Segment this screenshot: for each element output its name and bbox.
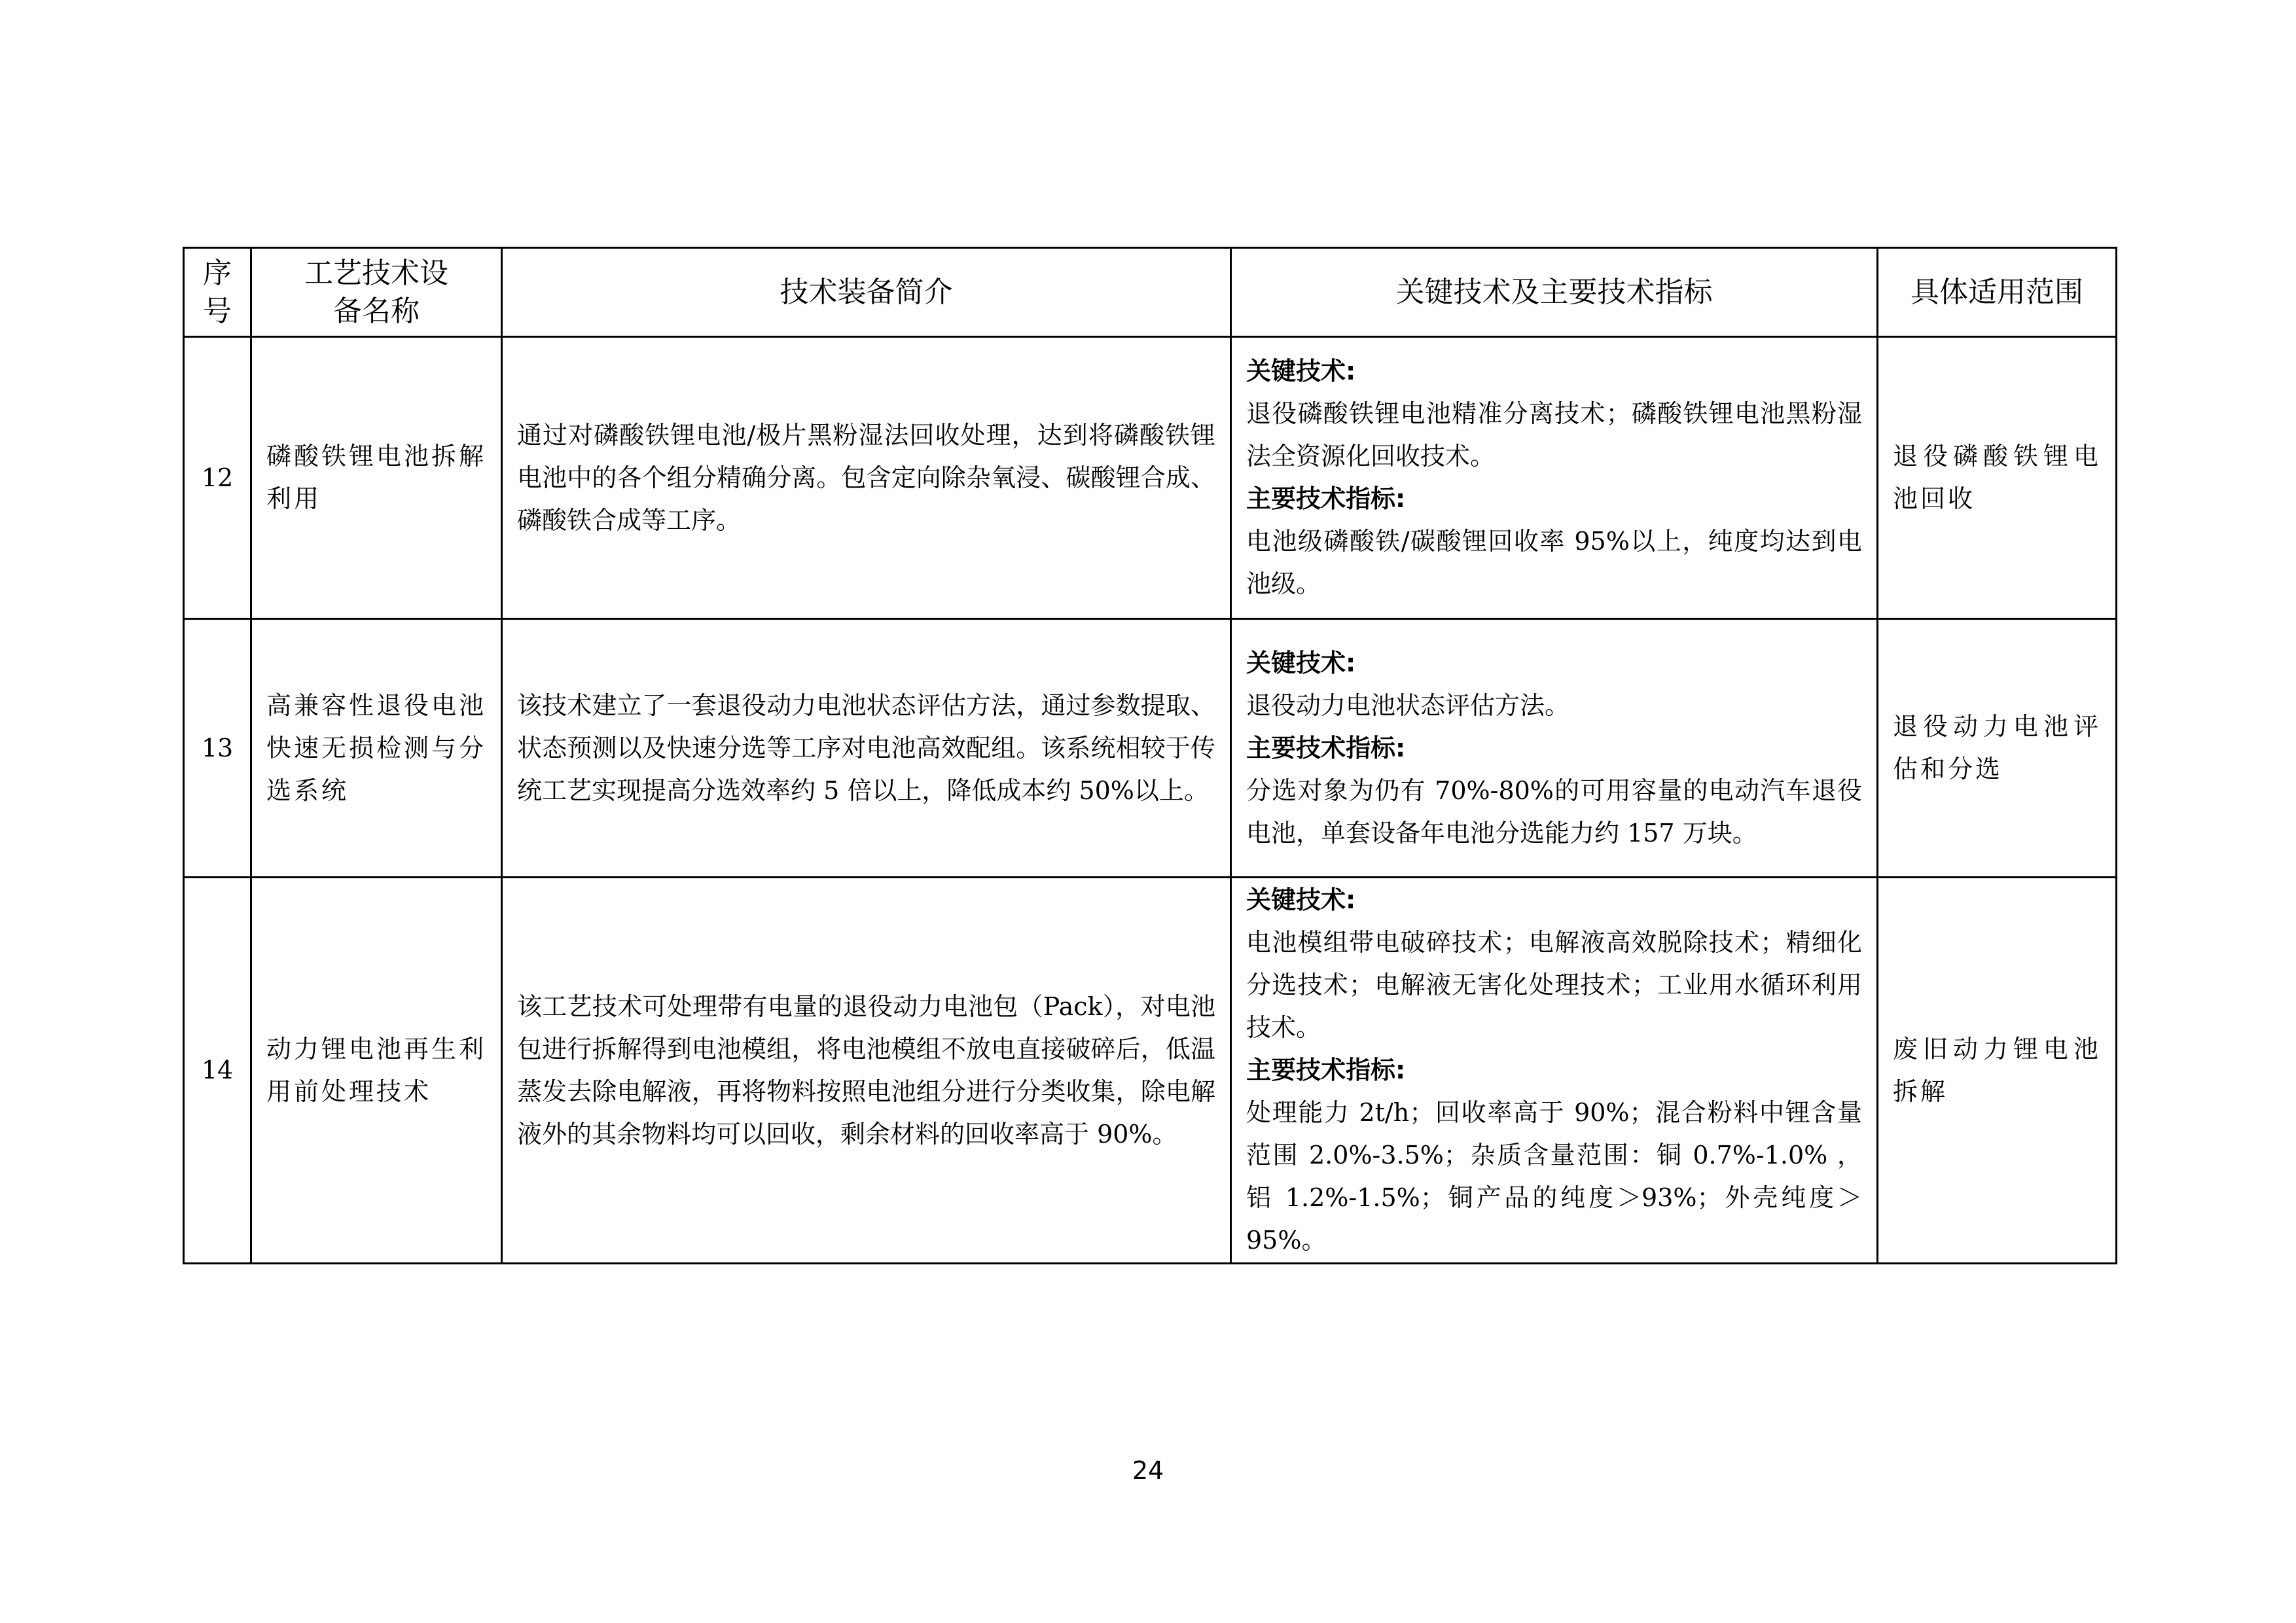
indicators-text: 处理能力 2t/h；回收率高于 90%；混合粉料中锂含量范围 2.0%-3.5%；杂质含量范围：铜 0.7%-1.0% ，铝 1.2%-1.5%；铜产品的纯度＞93%；外壳纯度＞95%。 bbox=[1246, 1098, 1862, 1255]
table-row bbox=[184, 337, 2117, 619]
page-number: 24 bbox=[1132, 1456, 1164, 1485]
key-technology-text: 退役磷酸铁锂电池精准分离技术；磷酸铁锂电池黑粉湿法全资源化回收技术。 bbox=[1246, 399, 1862, 471]
header-application-scope: 具体适用范围 bbox=[1878, 248, 2117, 337]
indicators-label: 主要技术指标: bbox=[1246, 1056, 1406, 1084]
header-equipment-intro: 技术装备简介 bbox=[502, 248, 1231, 337]
key-technology-text: 电池模组带电破碎技术；电解液高效脱除技术；精细化分选技术；电解液无害化处理技术；工业用水循环利用技术。 bbox=[1246, 928, 1862, 1042]
indicators-text: 电池级磷酸铁/碳酸锂回收率 95%以上，纯度均达到电池级。 bbox=[1246, 527, 1862, 598]
key-technology-label: 关键技术: bbox=[1246, 357, 1356, 385]
indicators-label: 主要技术指标: bbox=[1246, 484, 1406, 513]
table-row bbox=[184, 619, 2117, 878]
key-technology-label: 关键技术: bbox=[1246, 648, 1356, 677]
header-row bbox=[184, 248, 2117, 337]
equipment-intro-cell: 该工艺技术可处理带有电量的退役动力电池包（Pack），对电池包进行拆解得到电池模组，将电池模组不放电直接破碎后，低温蒸发去除电解液，再将物料按照电池组分进行分类收集，除电解液外的其余物料均可以回收，剩余材料的回收率高于 90%。 bbox=[502, 878, 1231, 1264]
indicators-text: 分选对象为仍有 70%-80%的可用容量的电动汽车退役电池，单套设备年电池分选能力约 157 万块。 bbox=[1246, 776, 1862, 847]
application-scope-cell: 废旧动力锂电池拆解 bbox=[1878, 878, 2117, 1264]
header-serial-number: 序号 bbox=[184, 248, 251, 337]
key-technology-text: 退役动力电池状态评估方法。 bbox=[1246, 690, 1570, 720]
key-technology-cell bbox=[1231, 337, 1878, 619]
equipment-intro-cell: 该技术建立了一套退役动力电池状态评估方法，通过参数提取、状态预测以及快速分选等工序对电池高效配组。该系统相较于传统工艺实现提高分选效率约 5 倍以上，降低成本约 50%以上。 bbox=[502, 619, 1231, 878]
serial-number-cell: 13 bbox=[184, 619, 251, 878]
key-technology-cell bbox=[1231, 878, 1878, 1264]
serial-number-cell: 14 bbox=[184, 878, 251, 1264]
header-key-technology: 关键技术及主要技术指标 bbox=[1231, 248, 1878, 337]
key-technology-label: 关键技术: bbox=[1246, 885, 1356, 914]
technology-table bbox=[183, 247, 2117, 1264]
application-scope-cell: 退役磷酸铁锂电池回收 bbox=[1878, 337, 2117, 619]
equipment-intro-cell: 通过对磷酸铁锂电池/极片黑粉湿法回收处理，达到将磷酸铁锂电池中的各个组分精确分离。包含定向除杂氧浸、碳酸锂合成、磷酸铁合成等工序。 bbox=[502, 337, 1231, 619]
table-row bbox=[184, 878, 2117, 1264]
indicators-label: 主要技术指标: bbox=[1246, 733, 1406, 762]
equipment-name-cell: 动力锂电池再生利用前处理技术 bbox=[251, 878, 502, 1264]
equipment-name-cell: 高兼容性退役电池快速无损检测与分选系统 bbox=[251, 619, 502, 878]
equipment-name-cell: 磷酸铁锂电池拆解利用 bbox=[251, 337, 502, 619]
key-technology-cell bbox=[1231, 619, 1878, 878]
serial-number-cell: 12 bbox=[184, 337, 251, 619]
header-equipment-name: 工艺技术设备名称 bbox=[251, 248, 502, 337]
application-scope-cell: 退役动力电池评估和分选 bbox=[1878, 619, 2117, 878]
